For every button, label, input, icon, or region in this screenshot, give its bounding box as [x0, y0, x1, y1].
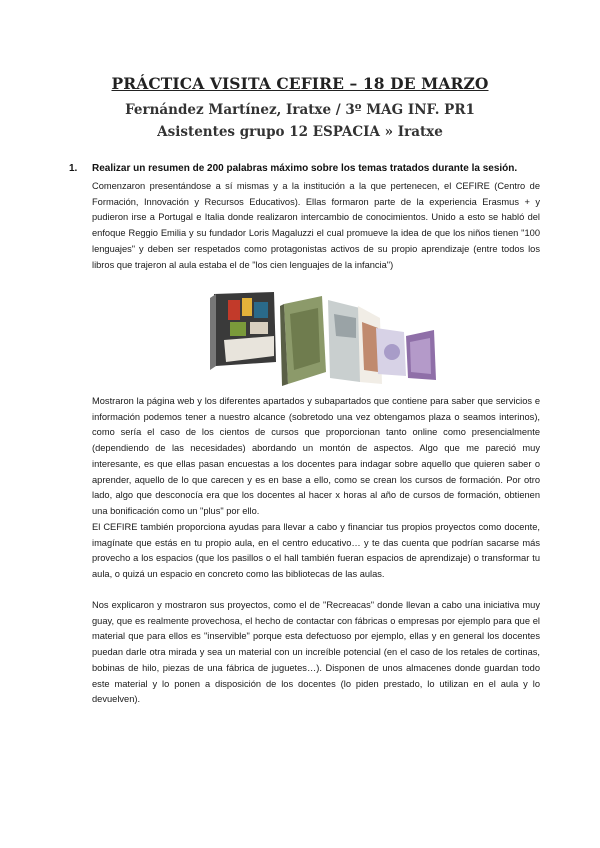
- document-title: PRÁCTICA VISITA CEFIRE – 18 DE MARZO: [111, 74, 489, 93]
- books-photo: [210, 292, 444, 388]
- paragraph-intro: Comenzaron presentándose a sí mismas y a la institución a la que pertenecen, el CEFIRE (Centro de Formación, Innovación y Recursos Educativos). Ellas formaron parte de la experiencia Erasmus + y pudieron irse a Portugal e Italia donde realizaron intercambio de conocimientos. Unido a esto se habló del enfoque Reggio Emilia y su fundador Loris Magaluzzi el cual promueve la idea de que los niños tienen "100 lenguajes" y deben ser respetados como protagonistas activos de su propio aprendizaje (entre todos los libros que trajeron al aula estaba el de "los cien lenguajes de la infancia"): [92, 181, 540, 270]
- book-photo-6: [406, 330, 436, 380]
- question-text: Realizar un resumen de 200 palabras máximo sobre los temas tratados durante la sesión.: [92, 163, 518, 174]
- author-line: Fernández Martínez, Iratxe / 3º MAG INF. PR1: [125, 102, 475, 118]
- paragraph-recreacas: Nos explicaron y mostraron sus proyectos, como el de "Recreacas" donde llevan a cabo una iniciativa muy guay, que es realmente provechosa, el hecho de contactar con fábricas o empresas por ejemplo para que el material que para ellos es "inservible" porque esta defectuoso por ejemplo, ellas y en general los docentes puedan darle otra mirada y sea un material con un increíble potencial (en el caso de los retales de cortinas, bobinas de hilo, piezas de una fábrica de juguetes…). Disponen de unos almacenes donde guardan todo este material y lo ponen a disposición de los docentes (lo piden prestado, lo utilizan en el aula y lo devuelven).: [92, 600, 540, 705]
- book-photo-1: [210, 292, 276, 370]
- question-number: 1.: [69, 163, 78, 174]
- book-photo-5: [376, 328, 406, 376]
- group-line: Asistentes grupo 12 ESPACIA » Iratxe: [157, 124, 443, 140]
- book-photo-2: [280, 296, 326, 386]
- book-photo-3: [328, 300, 360, 382]
- paragraph-website: Mostraron la página web y los diferentes apartados y subapartados que contiene para saber que servicios e información podemos tener a nuestro alcance (sobretodo una vez obtengamos plaza o seamos interinos), como sería el caso de los cientos de cursos que proporcionan tanto online como presencialmente (dependiendo de las necesidades) abordando un montón de aspectos. Algo que me pareció muy interesante, es que ellas pasan encuestas a los docentes para indagar sobre aquello que quieren saber o aprender, aquello de lo que carecen y es en base a ello, como se crean los cursos de formación. Por otro lado, algo que desconocía era que los docentes al hacer x horas al año de cursos de formación, obtienen una bonificación como un "plus" por ello.: [92, 396, 540, 516]
- paragraph-projects-funding: El CEFIRE también proporciona ayudas para llevar a cabo y financiar tus propios proyectos como docente, imagínate que estás en tu propio aula, en el centro educativo… y te das cuenta que podrían sacarse más provecho a los espacios (que los pasillos o el hall también fueran espacios de aprendizaje) o transformar tu aula, o quizá un espacio en concreto como las bibliotecas de las aulas.: [92, 522, 540, 580]
